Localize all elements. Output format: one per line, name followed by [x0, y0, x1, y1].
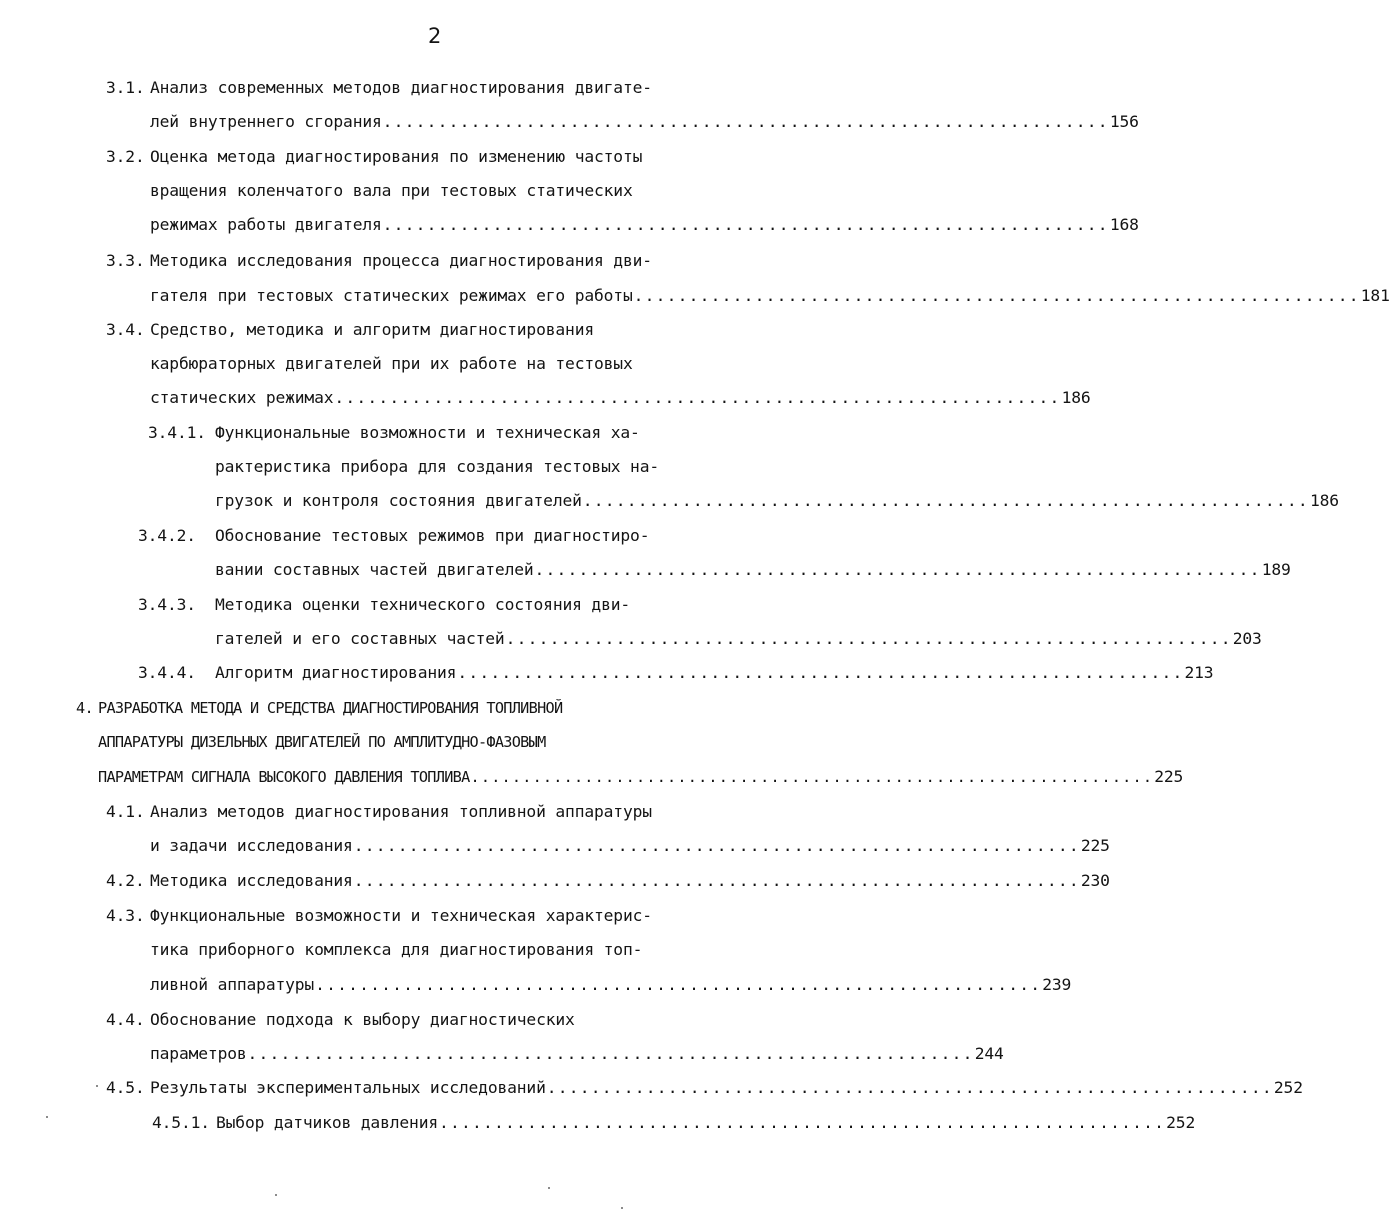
toc-number: 3.2. — [106, 147, 145, 166]
toc-page-number: 156 — [1109, 112, 1139, 131]
scan-speck — [46, 1116, 48, 1118]
toc-text-line: Обоснование тестовых режимов при диагностиро- — [215, 526, 650, 545]
toc-last-line: ПАРАМЕТРАМ СИГНАЛА ВЫСОКОГО ДАВЛЕНИЯ ТОПЛИВА .................................................................. 225 — [98, 765, 780, 789]
toc-text-line: Анализ методов диагностирования топливной аппаратуры — [150, 802, 652, 821]
toc-last-line: Методика исследования .................................................................. 230 — [150, 869, 780, 893]
toc-last-line: Выбор датчиков давления .................................................................. 252 — [216, 1111, 780, 1135]
toc-page-number: 239 — [1042, 975, 1072, 994]
toc-page-number: 252 — [1166, 1113, 1196, 1132]
toc-page-number: 230 — [1080, 871, 1110, 890]
toc-number: 3.4.3. — [138, 595, 196, 614]
toc-last-line: грузок и контроля состояния двигателей .................................................................. 186 — [215, 489, 780, 513]
toc-number: 3.1. — [106, 78, 145, 97]
toc-last-line: статических режимах .................................................................. 186 — [150, 386, 780, 410]
toc-text-line: Обоснование подхода к выбору диагностических — [150, 1010, 575, 1029]
toc-text-line: карбюраторных двигателей при их работе на тестовых — [150, 354, 633, 373]
toc-page-number: 203 — [1232, 629, 1262, 648]
scan-speck — [621, 1207, 623, 1209]
toc-text-line: вращения коленчатого вала при тестовых статических — [150, 181, 633, 200]
toc-page-number: 213 — [1184, 663, 1214, 682]
toc-number: 3.3. — [106, 251, 145, 270]
toc-page-number: 189 — [1261, 560, 1291, 579]
toc-text-line: Средство, методика и алгоритм диагностирования — [150, 320, 594, 339]
toc-number: 4.2. — [106, 871, 145, 890]
toc-last-line: гателей и его составных частей .................................................................. 203 — [215, 627, 780, 651]
toc-last-line: Результаты экспериментальных исследований .................................................................. 252 — [150, 1076, 780, 1100]
toc-last-line: Алгоритм диагностирования .................................................................. 213 — [215, 661, 780, 685]
toc-last-line: ливной аппаратуры .................................................................. 239 — [150, 973, 780, 997]
toc-page-number: 225 — [1154, 767, 1184, 786]
toc-text-line: АППАРАТУРЫ ДИЗЕЛЬНЫХ ДВИГАТЕЛЕЙ ПО АМПЛИТУДНО-ФАЗОВЫМ — [98, 733, 546, 751]
toc-page-number: 225 — [1080, 836, 1110, 855]
toc-last-line: и задачи исследования .................................................................. 225 — [150, 834, 780, 858]
toc-number: 4.4. — [106, 1010, 145, 1029]
toc-number: 4.5. — [106, 1078, 145, 1097]
toc-page-number: 186 — [1061, 388, 1091, 407]
toc-page-number: 168 — [1109, 215, 1139, 234]
toc-text-line: Методика исследования процесса диагностирования дви- — [150, 251, 652, 270]
toc-page-number: 186 — [1309, 491, 1339, 510]
scan-speck — [96, 1085, 98, 1087]
toc-last-line: лей внутреннего сгорания .................................................................. 156 — [150, 110, 780, 134]
toc-text-line: Оценка метода диагностирования по изменению частоты — [150, 147, 643, 166]
page-number: 2 — [428, 24, 442, 48]
toc-last-line: вании составных частей двигателей .................................................................. 189 — [215, 558, 780, 582]
toc-text-line: рактеристика прибора для создания тестовых на- — [215, 457, 659, 476]
toc-page-number: 181 — [1360, 286, 1390, 305]
toc-number: 4. — [76, 699, 93, 717]
toc-text-line: Функциональные возможности и техническая характерис- — [150, 906, 652, 925]
scan-speck — [548, 1187, 550, 1189]
toc-number: 3.4.4. — [138, 663, 196, 682]
toc-text-line: Функциональные возможности и техническая ха- — [215, 423, 640, 442]
toc-text-line: тика приборного комплекса для диагностирования топ- — [150, 940, 643, 959]
toc-number: 3.4.2. — [138, 526, 196, 545]
toc-page-number: 252 — [1273, 1078, 1303, 1097]
toc-number: 3.4.1. — [148, 423, 206, 442]
toc-text-line: Анализ современных методов диагностирования двигате- — [150, 78, 652, 97]
toc-page-number: 244 — [974, 1044, 1004, 1063]
toc-last-line: гателя при тестовых статических режимах его работы .................................................................. 181 — [150, 284, 780, 308]
scan-speck — [275, 1194, 277, 1196]
toc-number: 4.5.1. — [152, 1113, 210, 1132]
toc-last-line: режимах работы двигателя .................................................................. 168 — [150, 213, 780, 237]
toc-text-line: Методика оценки технического состояния дви- — [215, 595, 631, 614]
toc-last-line: параметров .................................................................. 244 — [150, 1042, 780, 1066]
toc-number: 4.3. — [106, 906, 145, 925]
toc-number: 3.4. — [106, 320, 145, 339]
toc-number: 4.1. — [106, 802, 145, 821]
toc-text-line: РАЗРАБОТКА МЕТОДА И СРЕДСТВА ДИАГНОСТИРОВАНИЯ ТОПЛИВНОЙ — [98, 699, 563, 717]
